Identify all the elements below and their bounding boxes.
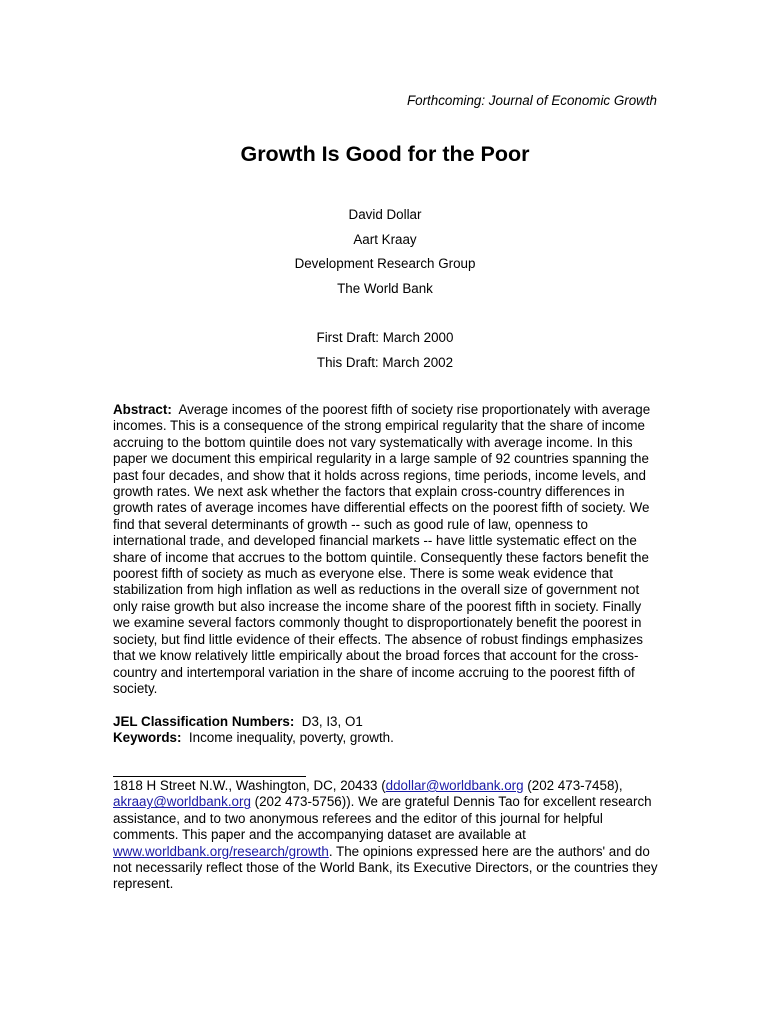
draft-dates xyxy=(0,326,770,375)
footnote-text: (202 473-7458), xyxy=(523,778,623,793)
affiliation-institution: The World Bank xyxy=(337,280,433,296)
journal-note: Forthcoming: Journal of Economic Growth xyxy=(406,93,657,108)
paper-title: Growth Is Good for the Poor xyxy=(240,142,530,166)
abstract-paragraph xyxy=(113,402,661,697)
email-link-dollar[interactable]: ddollar@worldbank.org xyxy=(385,778,524,793)
jel-label: JEL Classification Numbers: xyxy=(113,714,295,729)
classification-section xyxy=(113,714,661,747)
footnote-divider xyxy=(113,776,306,777)
affiliation-group: Development Research Group xyxy=(294,256,476,271)
dataset-url-link[interactable]: www.worldbank.org/research/growth xyxy=(113,843,329,859)
author-name: David Dollar xyxy=(348,207,422,222)
footnote-text: 1818 H Street N.W., Washington, DC, 20433 ( xyxy=(113,778,386,793)
footnote-text: . The opinions expressed here are the authors' and do not necessarily reflect those of the World Bank, its Executive Directors, or the countries they represent. xyxy=(113,843,658,892)
jel-value: D3, I3, O1 xyxy=(301,714,363,729)
abstract-text: Average incomes of the poorest fifth of society rise proportionately with average incomes. This is a consequence of the strong empirical regularity that the share of income accruing to the bottom quintile does not vary systematically with average income. In this paper we document this empirical regularity in a large sample of 92 countries spanning the past four decades, and show that it holds across regions, time periods, income levels, and growth rates. We next ask whether the factors that explain cross-country differences in growth rates of average incomes have differential effects on the poorest fifth of society. We find that several determinants of growth -- such as good rule of law, openness to international trade, and developed financial markets -- have little systematic effect on the share of income that accrues to the bottom quintile. Consequently these factors benefit the poorest fifth of society as much as everyone else. There is some weak evidence that stabilization from high inflation as well as reductions in the overall size of government not only raise growth but also increase the income share of the poorest fifth in society. Finally we examine several factors commonly thought to disproportionately benefit the poorest in society, but find little evidence of their effects. The absence of robust findings emphasizes that we know relatively little empirically about the broad forces that account for the cross-country and intertemporal variation in the share of income accruing to the poorest fifth of society. xyxy=(113,402,651,696)
keywords-line xyxy=(113,730,661,746)
this-draft-date: This Draft: March 2002 xyxy=(316,354,454,370)
email-link-kraay[interactable]: akraay@worldbank.org xyxy=(113,794,251,810)
abstract-label: Abstract: xyxy=(113,402,172,417)
author-name: Aart Kraay xyxy=(353,231,417,247)
jel-line xyxy=(113,714,661,730)
first-draft-date: First Draft: March 2000 xyxy=(316,330,454,345)
footnote xyxy=(113,778,661,893)
author-block xyxy=(0,203,770,301)
abstract-section xyxy=(113,402,661,697)
keywords-label: Keywords: xyxy=(113,730,182,746)
keywords-value: Income inequality, poverty, growth. xyxy=(188,730,394,746)
footnote-text: (202 473-5756)). We are grateful Dennis Tao for excellent research assistance, and to two anonymous referees and the editor of this journal for helpful comments. This paper and the accompanying dataset are available at xyxy=(113,794,652,843)
